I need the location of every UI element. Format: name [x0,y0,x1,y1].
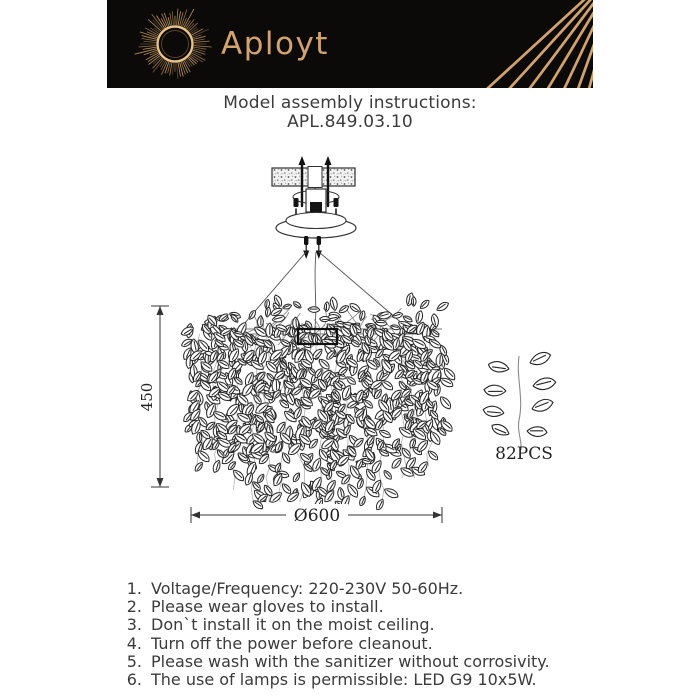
instruction-number: 1. [126,579,142,598]
model-number: APL.849.03.10 [287,112,413,132]
parts-count-label: 82PCS [495,444,553,464]
instruction-text: Please wash with the sanitizer without corrosivity. [151,651,550,671]
height-dimension [138,306,169,487]
instruction-item [118,598,550,616]
instruction-text: The use of lamps is permissible: LED G9 10x5W. [151,670,537,690]
instruction-item [118,635,550,653]
instruction-item [118,616,550,634]
instructions-list [118,580,550,689]
leaf-branch-sample [482,350,556,464]
instruction-text: Don`t install it on the moist ceiling. [151,615,435,635]
ceiling-mount [237,156,411,332]
instruction-item [118,653,550,671]
instruction-number: 3. [126,615,142,635]
instruction-number: 4. [126,633,142,653]
instruction-number: 5. [126,651,142,671]
instruction-number: 6. [126,670,142,690]
instruction-item [118,580,550,598]
diameter-dimension [191,504,442,526]
instruction-text: Please wear gloves to install. [151,597,384,617]
instruction-text: Turn off the power before cleanout. [151,633,433,653]
branch-leaves [482,350,556,439]
page-title: Model assembly instructions: [223,93,477,113]
instruction-number: 2. [126,597,142,617]
instruction-text: Voltage/Frequency: 220-230V 50-60Hz. [151,579,464,598]
brand-name: Aployt [221,26,329,62]
instruction-item [118,671,550,689]
height-label: 450 [138,382,156,412]
diameter-label: Ø600 [293,506,341,526]
